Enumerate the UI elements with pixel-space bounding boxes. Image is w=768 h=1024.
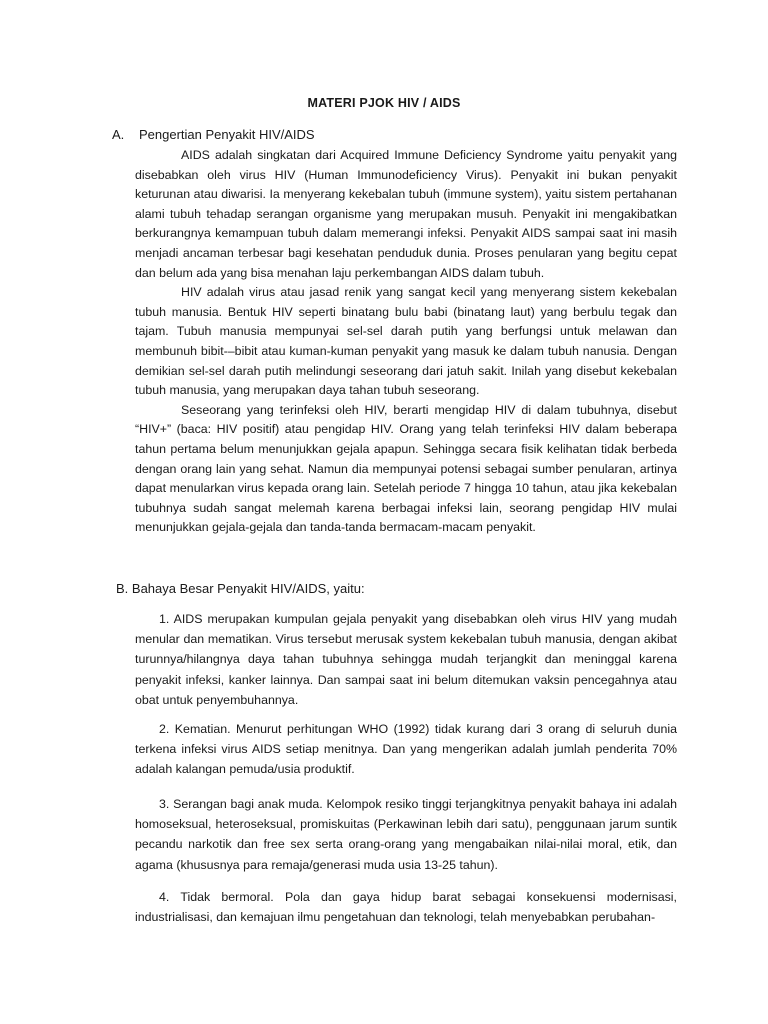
section-b-heading: B. Bahaya Besar Penyakit HIV/AIDS, yaitu: — [116, 581, 365, 596]
document-title: MATERI PJOK HIV / AIDS — [307, 96, 461, 110]
section-a-paragraph-2: HIV adalah virus atau jasad renik yang sangat kecil yang menyerang sistem kekebalan tubuh manusia. Bentuk HIV seperti binatang bulu babi (binatang laut) yang berbulu tegak dan tajam. Tubuh manusia mempunyai sel-sel darah putih yang berfungsi untuk melawan dan membunuh bibit-–bibit atau kuman-kuman penyakit yang masuk ke dalam tubuh nanusia. Dengan demikian sel-sel darah putih melindungi seseorang dari jatuh sakit. Inilah yang disebut kekebalan tubuh manusia, yang merupakan daya tahan tubuh seseorang. — [135, 285, 677, 398]
section-a-paragraph-1: AIDS adalah singkatan dari Acquired Immune Deficiency Syndrome yaitu penyakit yang disebabkan oleh virus HIV (Human Immunodeficiency Virus). Penyakit ini bukan penyakit keturunan atau diwarisi. Ia menyerang kekebalan tubuh (immune system), yaitu sistem pertahanan alami tubuh tehadap serangan organisme yang merupakan musuh. Penyakit ini mengakibatkan berkurangnya kemampuan tubuh dalam memerangi infeksi. Penyakit AIDS sampai saat ini masih menjadi ancaman terbesar bagi kesehatan penduduk dunia. Proses penularan yang begitu cepat dan belum ada yang bisa menahan laju perkembangan AIDS dalam tubuh. — [135, 148, 677, 280]
section-b-item-1 — [135, 609, 677, 710]
section-b-item-3-text: 3. Serangan bagi anak muda. Kelompok resiko tinggi terjangkitnya penyakit bahaya ini adalah homoseksual, heteroseksual, promiskuitas (Perkawinan lebih dari satu), penggunaan jarum suntik pecandu narkotik dan free sex serta orang-orang yang mengabaikan nilai-nilai moral, etik, dan agama (khususnya para remaja/generasi muda usia 13-25 tahun). — [135, 797, 677, 872]
section-a-heading — [112, 127, 315, 142]
section-b-item-4 — [135, 887, 677, 927]
section-b-item-2-text: 2. Kematian. Menurut perhitungan WHO (1992) tidak kurang dari 3 orang di seluruh dunia terkena infeksi virus AIDS setiap menitnya. Dan yang mengerikan adalah jumlah penderita 70% adalah kalangan pemuda/usia produktif. — [135, 722, 677, 777]
section-a-heading-text: Pengertian Penyakit HIV/AIDS — [139, 127, 315, 142]
section-a-marker: A. — [112, 127, 125, 142]
section-a-paragraph-3: Seseorang yang terinfeksi oleh HIV, berarti mengidap HIV di dalam tubuhnya, disebut “HIV+” (baca: HIV positif) atau pengidap HIV. Orang yang telah terinfeksi HIV dalam beberapa tahun pertama belum menunjukkan gejala apapun. Sehingga secara fisik kelihatan tidak berbeda dengan orang lain yang sehat. Namun dia mempunyai potensi sebagai sumber penularan, artinya dapat menularkan virus kepada orang lain. Setelah periode 7 hingga 10 tahun, atau jika kekebalan tubuhnya sudah sangat melemah karena berbagai infeksi lain, seorang pengidap HIV mulai menunjukkan gejala-gejala dan tanda-tanda bermacam-macam penyakit. — [135, 402, 677, 535]
section-b-item-4-text: 4. Tidak bermoral. Pola dan gaya hidup barat sebagai konsekuensi modernisasi, industrialisasi, dan kemajuan ilmu pengetahuan dan teknologi, telah menyebabkan perubahan- — [135, 890, 677, 925]
section-b-item-3 — [135, 794, 677, 875]
section-b-item-1-text: 1. AIDS merupakan kumpulan gejala penyakit yang disebabkan oleh virus HIV yang mudah menular dan mematikan. Virus tersebut merusak system kekebalan tubuh manusia, dengan akibat turunnya/hilangnya daya tahan tubuhnya sehingga mudah terjangkit dan meninggal karena penyakit infeksi, kanker lainnya. Dan sampai saat ini belum ditemukan vaksin pencegahnya atau obat untuk penyembuhannya. — [135, 612, 677, 707]
section-a-body — [135, 146, 677, 538]
section-b-item-2 — [135, 719, 677, 780]
